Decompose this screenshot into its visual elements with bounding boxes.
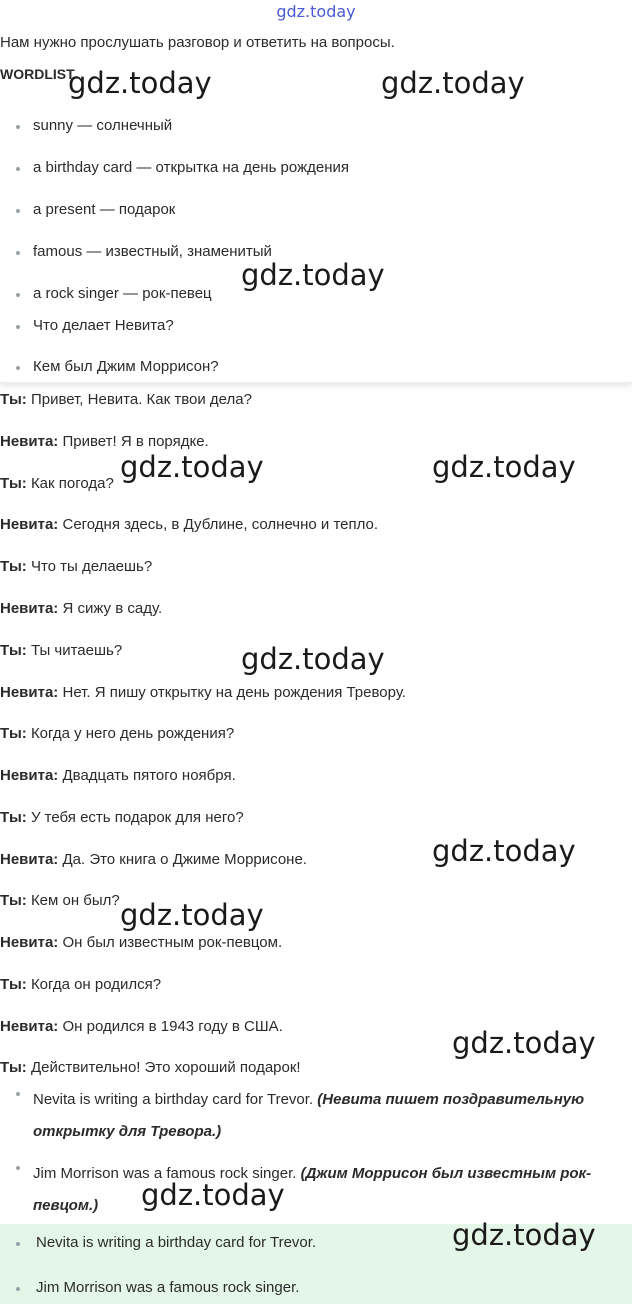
line-text: У тебя есть подарок для него? xyxy=(26,809,244,826)
line-text: Привет! Я в порядке. xyxy=(58,433,209,450)
speaker: Ты: xyxy=(0,725,27,742)
speaker: Ты: xyxy=(0,976,27,993)
watermark: gdz.today xyxy=(120,450,264,484)
speaker: Ты: xyxy=(0,475,27,492)
speaker: Невита: xyxy=(0,767,59,784)
dialog-line xyxy=(0,391,252,408)
dialog-line xyxy=(0,934,282,951)
dialog-line xyxy=(0,433,209,450)
dialog-line xyxy=(0,1059,301,1076)
watermark: gdz.today xyxy=(141,1178,285,1212)
speaker: Ты: xyxy=(0,391,27,408)
speaker: Ты: xyxy=(0,558,27,575)
line-text: Когда он родился? xyxy=(26,976,162,993)
line-text: Ты читаешь? xyxy=(26,642,123,659)
speaker: Ты: xyxy=(0,642,27,659)
line-text: Я сижу в саду. xyxy=(58,600,163,617)
watermark: gdz.today xyxy=(381,66,525,100)
line-text: Да. Это книга о Джиме Моррисоне. xyxy=(58,851,307,868)
dialog-line xyxy=(0,851,307,868)
line-text: Действительно! Это хороший подарок! xyxy=(26,1059,301,1076)
line-text: Когда у него день рождения? xyxy=(26,725,235,742)
speaker: Ты: xyxy=(0,1059,27,1076)
line-text: Двадцать пятого ноября. xyxy=(58,767,236,784)
answer-ru: (Джим Моррисон был известным рок-певцом.) xyxy=(33,1165,592,1214)
site-logo[interactable]: gdz.today xyxy=(276,2,356,21)
wordlist-title: WORDLIST xyxy=(0,66,75,82)
watermark: gdz.today xyxy=(432,450,576,484)
speaker: Ты: xyxy=(0,892,27,909)
watermark: gdz.today xyxy=(432,834,576,868)
line-text: Кем он был? xyxy=(26,892,120,909)
dialog-line xyxy=(0,684,406,701)
speaker: Невита: xyxy=(0,1018,59,1035)
dialog-line xyxy=(0,725,234,742)
intro-text: Нам нужно прослушать разговор и ответить на вопросы. xyxy=(0,34,395,51)
line-text: Привет, Невита. Как твои дела? xyxy=(26,391,252,408)
answer-en: Jim Morrison was a famous rock singer. xyxy=(33,1165,301,1182)
line-text: Нет. Я пишу открытку на день рождения Тревору. xyxy=(58,684,406,701)
answer-ru: (Невита пишет поздравительную открытку для Тревора.) xyxy=(33,1091,585,1140)
speaker: Невита: xyxy=(0,684,59,701)
dialog-line xyxy=(0,976,161,993)
line-text: Он был известным рок-певцом. xyxy=(58,934,283,951)
line-text: Он родился в 1943 году в США. xyxy=(58,1018,283,1035)
line-text: Что ты делаешь? xyxy=(26,558,153,575)
speaker: Невита: xyxy=(0,851,59,868)
dialog-line xyxy=(0,1018,283,1035)
speaker: Невита: xyxy=(0,516,59,533)
watermark: gdz.today xyxy=(120,898,264,932)
line-text: Как погода? xyxy=(26,475,114,492)
dialog-line xyxy=(0,558,152,575)
watermark: gdz.today xyxy=(68,66,212,100)
watermark: gdz.today xyxy=(452,1218,596,1252)
dialog-line xyxy=(0,642,122,659)
dialog-line xyxy=(0,475,114,492)
dialog-line xyxy=(0,516,378,533)
dialog-line xyxy=(0,600,162,617)
speaker: Невита: xyxy=(0,433,59,450)
line-text: Сегодня здесь, в Дублине, солнечно и тепло. xyxy=(58,516,379,533)
dialog-line xyxy=(0,809,244,826)
speaker: Ты: xyxy=(0,809,27,826)
answer-en: Nevita is writing a birthday card for Trevor. xyxy=(33,1091,318,1108)
dialog-line xyxy=(0,892,120,909)
speaker: Невита: xyxy=(0,934,59,951)
watermark: gdz.today xyxy=(241,642,385,676)
dialog-line xyxy=(0,767,236,784)
watermark: gdz.today xyxy=(241,258,385,292)
speaker: Невита: xyxy=(0,600,59,617)
watermark: gdz.today xyxy=(452,1026,596,1060)
